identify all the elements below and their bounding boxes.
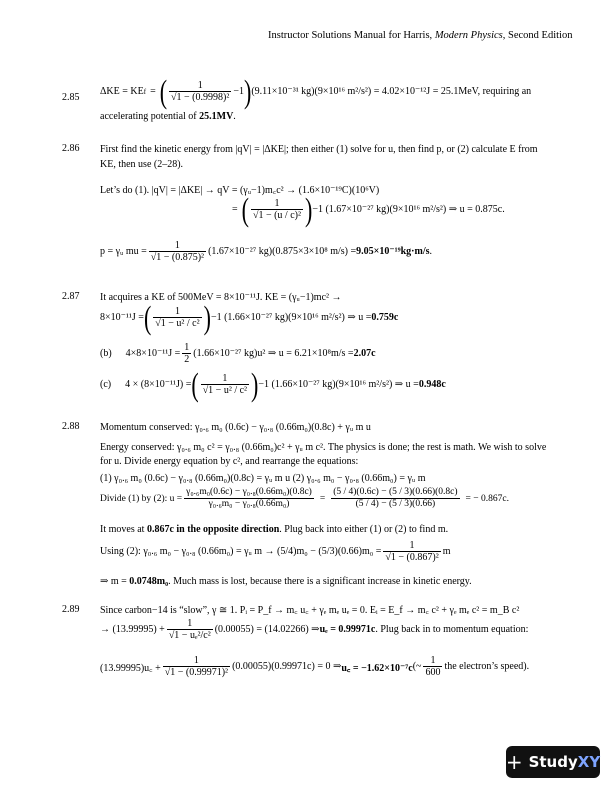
eq-mid: (1.67×10⁻²⁷ kg)(0.875×3×10⁸ m/s) = [208,246,357,257]
problem-2-85-equation [100,72,532,110]
header-edition: , Second Edition [502,30,573,41]
brand-wordmark [529,753,601,771]
frac-num: 1 [153,306,201,318]
frac-num: (5 / 4)(0.6c) − (5 / 3)(0.66)(0.8c) [333,487,458,497]
eq-mid: −1 (1.66×10⁻²⁷ kg)(9×10¹⁶ m²/s²) ⇒ u = [258,379,419,390]
plus-icon: + [505,750,523,774]
problem-number-2-87: 2.87 [62,291,80,302]
eq-end: . [429,246,433,257]
eq-mid: (1.66×10⁻²⁷ kg)u² ⇒ u = 6.21×10⁸m/s = [193,348,354,359]
eq-lhs: (13.99995)u꜀ + [100,662,161,674]
gamma-fraction [167,618,213,641]
problem-number-2-86: 2.86 [62,143,80,154]
frac-den: √1 − uₑ²/c² [168,630,211,641]
eq-lhs: 4 × (8×10⁻¹¹J) = [125,379,192,390]
eq-mid: −1 (1.66×10⁻²⁷ kg)(9×10¹⁶ m²/s²) ⇒ u = [210,312,372,323]
frac-den: (5 / 4) − (5 / 3)(0.66) [355,499,436,509]
frac-den: γ₀.₆m₀ − γ₀.₈(0.66m₀) [208,499,290,509]
eq-lhs: 8×10⁻¹¹J = [100,312,144,323]
eq-equals: = [232,204,238,215]
problem-2-88-line-3: for u. Divide energy equation by c², and rearrange the equations: [100,456,359,467]
frac-den: √1 − (0.867)² [385,552,439,563]
page-header [268,30,572,41]
eq-equals: = [319,493,326,504]
text: accelerating potential of [100,111,200,122]
eq-lhs: p = γᵤ mu = [100,246,147,257]
eq-rest: (9.11×10⁻³¹ kg)(9×10¹⁶ m²/s²) = 4.02×10⁻¹²J = 25.1MeV, requiring an [251,86,532,97]
left-paren: ( [241,190,249,228]
eq-end: m [442,546,451,557]
problem-2-88-line-5 [100,487,509,510]
eq-lhs-sub: f [143,87,147,96]
right-paren: ) [251,365,259,403]
frac-den: √1 − u² / c² [155,318,200,329]
eq-lhs: 4×8×10⁻¹¹J = [125,348,181,359]
right-paren: ) [203,298,211,336]
header-book-title: Modern Physics [434,30,503,41]
gamma-fraction [169,80,231,103]
answer: 9.05×10⁻¹⁹kg·m/s [356,246,430,257]
problem-2-89-line-1: Since carbon−14 is “slow”, γ ≅ 1. Pᵢ = P_f → m꜀ u꜀ + γₑ mₑ uₑ = 0. Eᵢ = E_f → m꜀ c² + γₑ mₑ c² = m_B c² [100,605,520,616]
frac-den: 600 [425,667,441,678]
frac-num: 1 [251,198,303,210]
frac-num: 1 [169,80,231,92]
problem-2-87-line-2 [100,298,399,336]
answer: 0.867c in the opposite direction [146,524,280,535]
frac-num: 1 [383,540,440,552]
brand-name: Study [528,753,578,771]
problem-number-2-88: 2.88 [62,421,80,432]
eq-equals: = [150,86,156,97]
text: . Plug back into either (1) or (2) to find m. [279,524,449,535]
half-fraction [182,342,191,365]
frac-den: √1 − (u / c)² [252,210,301,221]
problem-2-89-line-2 [100,618,528,641]
answer: 0.948c [418,379,446,390]
answer: 0.759c [371,312,399,323]
problem-2-88-line-4: (1) γ₀.₆ m₀ (0.6c) − γ₀.₈ (0.66m₀)(0.8c) = γᵤ m u (2) γ₀.₆ m₀ − γ₀.₈ (0.66m₀) = γᵤ m [100,473,426,484]
problem-2-87-line-1: It acquires a KE of 500MeV = 8×10⁻¹¹J. KE = (γᵤ−1)mc² → [100,292,342,303]
frac-den: √1 − (0.99971)² [164,667,229,678]
text: It moves at [100,524,147,535]
gamma-fraction [163,655,230,678]
answer: u꜀ = −1.62×10⁻⁷c [341,662,413,674]
problem-2-86-line-1: First find the kinetic energy from |qV| = |ΔKE|; then either (1) solve for u, then find p, or (2) calculate E from [100,144,538,155]
right-paren: ) [243,72,252,110]
problem-2-85-line-2 [100,110,236,123]
gamma-fraction [201,373,249,396]
problem-2-86-line-5 [100,240,432,263]
velocity-fraction-2 [331,487,459,510]
eq-rest: −1 (1.67×10⁻²⁷ kg)(9×10¹⁶ m²/s²) ⇒ u = 0.875c. [312,204,505,215]
left-paren: ( [143,298,152,336]
problem-2-88-line-2: Energy conserved: γ₀.₆ m₀ c² = γ₀.₈ (0.66m₀)c² + γᵤ m c². The physics is done; the rest is math. We wish to solve [100,442,547,453]
right-paren: ) [304,190,313,228]
eq-post: . Plug back in to momentum equation: [375,624,529,635]
problem-2-89-line-3 [100,655,529,678]
frac-num: 1 [201,373,249,385]
left-paren: ( [159,72,168,110]
problem-2-88-line-7 [100,540,450,563]
minus-one: −1 [233,86,244,97]
part-label: (c) [100,379,112,390]
velocity-fraction-1 [184,487,314,510]
text: . [233,111,236,122]
studyxy-logo-badge[interactable] [506,746,600,778]
problem-number-2-85: 2.85 [62,92,80,103]
eq-lhs: ΔKE = KE [100,86,144,97]
gamma-fraction [153,306,201,329]
problem-2-86-line-4 [232,190,505,228]
problem-2-86-line-2: KE, then use (2–28). [100,159,184,170]
eq-lhs: Using (2): γ₀.₆ m₀ − γ₀.₈ (0.66m₀) = γᵤ m → (5/4)m₀ − (5/3)(0.66)m₀ = [100,546,382,557]
eq-mid: (0.00055)(0.99971c) = 0 ⇒ [232,661,342,672]
frac-num: 1 [184,342,190,353]
text: . Much mass is lost, because there is a significant increase in kinetic energy. [168,576,472,587]
problem-2-87-part-c [100,365,446,403]
frac-den: √1 − u² / c² [202,385,248,396]
brand-accent: XY [577,753,601,771]
eq-mid: (0.00055) = (14.02266) ⇒ [214,624,320,635]
eq-paren: (~ [412,661,422,672]
frac-den: 2 [184,354,190,365]
ratio-fraction [423,655,442,678]
problem-2-88-line-8 [100,575,472,588]
answer: 2.07c [353,348,376,359]
frac-num: 1 [167,618,213,630]
problem-2-87-part-b [100,342,376,365]
frac-num: γ₀.₆m₀(0.6c) − γ₀.₈(0.66m₀)(0.8c) [186,487,312,497]
eq-lhs: Divide (1) by (2): u = [100,493,183,504]
frac-num: 1 [163,655,230,667]
gamma-fraction [383,540,440,563]
answer: 0.0748m₀ [129,576,169,587]
text: ⇒ m = [100,576,130,587]
left-paren: ( [191,365,199,403]
gamma-fraction [149,240,206,263]
frac-den: √1 − (0.9998)² [171,92,230,103]
frac-num: 1 [423,655,442,667]
frac-den: √1 − (0.875)² [150,252,205,263]
answer: 25.1MV [199,111,234,122]
eq-end: the electron’s speed). [444,661,530,672]
problem-2-88-line-1: Momentum conserved: γ₀.₆ m₀ (0.6c) − γ₀.₈ (0.66m₀)(0.8c) + γᵤ m u [100,422,371,433]
part-label: (b) [100,348,112,359]
frac-num: 1 [149,240,206,252]
problem-number-2-89: 2.89 [62,604,80,615]
header-text: Instructor Solutions Manual for Harris, [268,30,435,41]
eq-lhs: → (13.99995) + [100,624,165,635]
gamma-fraction [251,198,303,221]
problem-2-86-line-3: Let’s do (1). |qV| = |ΔKE| → qV = (γᵤ−1)m꜀c² → (1.6×10⁻¹⁹C)(10⁶V) [100,185,380,196]
problem-2-88-line-6 [100,523,448,536]
answer: uₑ = 0.99971c [319,624,376,635]
eq-end: = − 0.867c. [465,493,509,504]
